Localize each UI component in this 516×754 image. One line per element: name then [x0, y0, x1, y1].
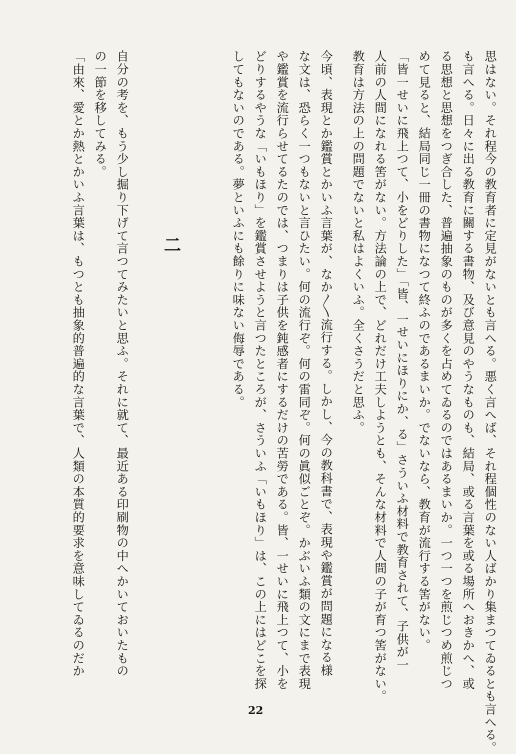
text-line: の一節を移してみる。 [93, 50, 108, 178]
text-line: めて見ると、結局同じ一冊の書物になつて終ふのであるまいか。でないなら、教育が流行する筈がない。 [417, 50, 432, 652]
text-line: 「由來、愛とか熱とかいふ言葉は、もつとも抽象的普遍的な言葉で、人類の本質的要求を意味してゐるのだか [71, 50, 86, 678]
section-number: 二 [160, 236, 180, 253]
page-number: 22 [248, 704, 264, 717]
text-line: 今頃、表現とか鑑賞とかいふ言葉が、なか〳〵流行する。しかし、今の教科書で、表現や鑑賞が問題になる様 [319, 50, 334, 677]
text-line: 教育は方法の上の問題でないと私はよくいふ。全くさうだと思ふ。 [351, 50, 366, 434]
text-line: 思はない。それ程今の教育者に定見がないとも言へる。悪く言へば、それ程個性のない人ばかり集まつてゐるとも言へる。 [483, 50, 498, 754]
text-line: 自分の考を、もう少し掘り下げて言つてみたいと思ふ。それに就て、最近ある印刷物の中へかいておいたもの [115, 50, 130, 678]
text-line: 人前の人間になれる筈がない。方法論の上で、どれだけ工夫しようとも、そんな材料で人間の子が育つ筈がない。 [373, 50, 388, 703]
text-line: どりするやうな「いもほり」を鑑賞させようと言つたところが、さういふ「いもほり」は、この上にはどこを探 [253, 50, 268, 690]
text-line: も言へる。日々に出る教育に關する書物、及び意見のやうなものも、結局、或る言葉を或る場所へおきかへ、或 [461, 50, 476, 690]
text-line: してもないのである。夢といふにも餘りに味ない侮辱である。 [231, 50, 246, 409]
text-line: る思想と思想をつぎ合した、普遍抽象のものが多くを占めてゐるのではあるまいか。一つ一つを煎じつめ煎じつ [439, 50, 454, 690]
text-line: な文は、恐らく一つもないと言ひたい。何の流行ぞ。何の雷同ぞ。何の眞似ごとぞ。かぶいふ類の文にまで表現 [297, 50, 312, 690]
text-line: 「皆一せいに飛上つて、小をどりした」「皆、一せいにほりにか、る」さういふ材料で教育されて、子供が一 [395, 50, 410, 672]
text-line: や鑑賞を流行らせてるたのでは、つまりは子供を鈍感者にするだけの苦勞である。皆、一せいに飛上つて、小を [275, 50, 290, 690]
